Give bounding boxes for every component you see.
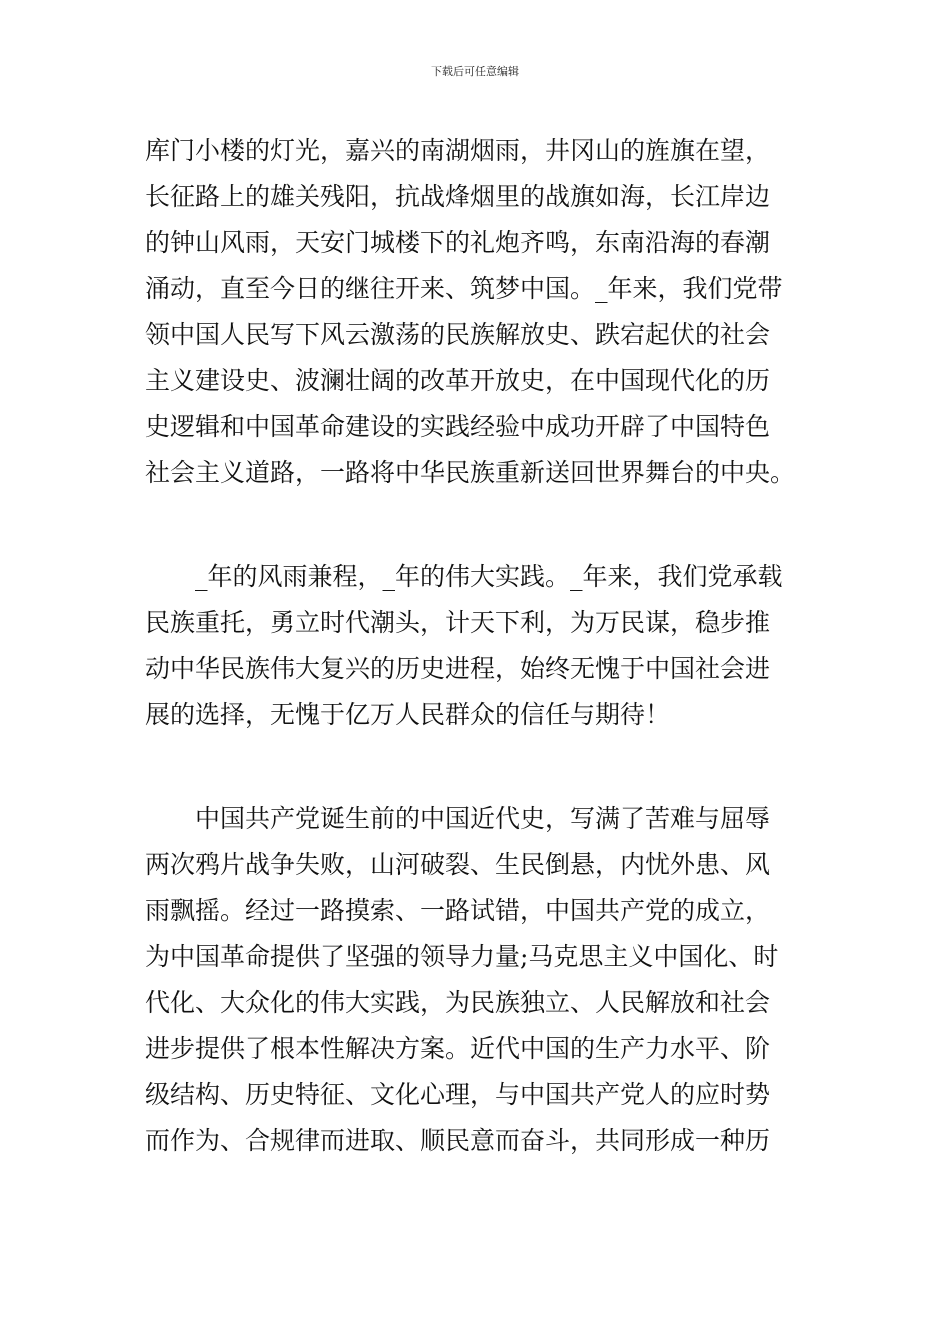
text-line: 动中华民族伟大复兴的历史进程，始终无愧于中国社会进 [145,654,771,683]
paragraph-spacer [145,496,825,554]
text-line: 社会主义道路，一路将中华民族重新送回世界舞台的中央。 [145,458,796,487]
text-line: 展的选择，无愧于亿万人民群众的信任与期待！ [145,700,671,729]
text-line: 库门小楼的灯光，嘉兴的南湖烟雨，井冈山的旌旗在望， [145,136,771,165]
text-line: 代化、大众化的伟大实践，为民族独立、人民解放和社会 [145,988,771,1017]
text-line: 主义建设史、波澜壮阔的改革开放史，在中国现代化的历 [145,366,771,395]
text-line: 的钟山风雨，天安门城楼下的礼炮齐鸣，东南沿海的春潮 [145,228,771,257]
paragraph-2 [145,554,825,738]
text-line: 领中国人民写下风云激荡的民族解放史、跌宕起伏的社会 [145,320,771,349]
text-line: 级结构、历史特征、文化心理，与中国共产党人的应时势 [145,1080,771,1109]
text-line: 进步提供了根本性解决方案。近代中国的生产力水平、阶 [145,1034,771,1063]
text-line: 两次鸦片战争失败，山河破裂、生民倒悬，内忧外患、风 [145,850,771,879]
text-line: 为中国革命提供了坚强的领导力量;马克思主义中国化、时 [145,942,779,971]
text-line: 雨飘摇。经过一路摸索、一路试错，中国共产党的成立， [145,896,771,925]
page-header: 下载后可任意编辑 [431,65,519,78]
text-line: _年的风雨兼程，_年的伟大实践。_年来，我们党承载 [195,562,783,591]
text-line: 史逻辑和中国革命建设的实践经验中成功开辟了中国特色 [145,412,771,441]
text-line: 长征路上的雄关残阳，抗战烽烟里的战旗如海，长江岸边 [145,182,771,211]
text-line: 涌动，直至今日的继往开来、筑梦中国。_年来，我们党带 [145,274,783,303]
text-line: 而作为、合规律而进取、顺民意而奋斗，共同形成一种历 [145,1126,771,1155]
document-body [145,128,825,1164]
paragraph-1 [145,128,825,496]
text-line: 中国共产党诞生前的中国近代史，写满了苦难与屈辱 [195,804,771,833]
paragraph-3 [145,796,825,1164]
text-line: 民族重托，勇立时代潮头，计天下利，为万民谋，稳步推 [145,608,771,637]
paragraph-spacer [145,738,825,796]
